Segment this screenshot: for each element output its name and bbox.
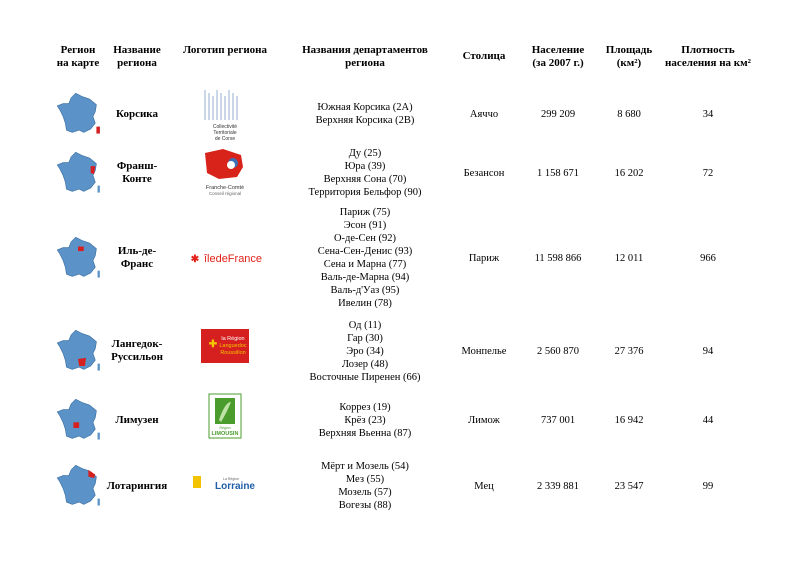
- department-item: Лозер (48): [341, 358, 389, 370]
- region-logo: [175, 392, 275, 448]
- svg-text:de Corse: de Corse: [214, 136, 236, 142]
- region-density: 94: [702, 345, 714, 357]
- france-map-icon: [55, 91, 101, 137]
- region-map-cell: [52, 142, 104, 204]
- svg-text:La Région: La Région: [223, 477, 239, 481]
- region-population: 11 598 866: [534, 252, 582, 264]
- region-population: 2 339 881: [537, 480, 579, 492]
- region-logo: [175, 145, 275, 201]
- region-name: Лангедок- Руссильон: [111, 338, 163, 363]
- table-row: [52, 312, 756, 390]
- region-logo: [175, 230, 275, 286]
- header-name: Название региона: [113, 44, 161, 69]
- france-map-icon: [55, 235, 101, 281]
- region-population: 2 560 870: [537, 345, 579, 357]
- region-area: 27 376: [614, 345, 644, 357]
- region-map-cell: [52, 312, 104, 390]
- svg-text:îledeFrance: îledeFrance: [203, 253, 263, 265]
- region-area: 23 547: [614, 480, 644, 492]
- region-capital: Безансон: [463, 167, 505, 179]
- region-area: 16 942: [614, 414, 644, 426]
- table-row: [52, 390, 756, 450]
- header-logo: Логотип региона: [183, 44, 267, 56]
- svg-text:Région: Région: [219, 426, 231, 430]
- region-capital: Париж: [468, 252, 500, 264]
- region-capital: Аяччо: [469, 108, 499, 120]
- region-density: 72: [702, 167, 714, 179]
- departments-list: [280, 142, 450, 204]
- header-capital: Столица: [462, 50, 506, 62]
- region-logo-cell: [170, 204, 280, 312]
- region-density: 44: [702, 414, 714, 426]
- header-map: Регион на карте: [56, 44, 100, 69]
- table-row: [52, 142, 756, 204]
- regions-table: [52, 44, 756, 522]
- region-area: 16 202: [614, 167, 644, 179]
- region-density: 99: [702, 480, 714, 492]
- department-item: Южная Корсика (2A): [317, 102, 413, 113]
- department-item: Юра (39): [344, 161, 386, 172]
- region-logo: [175, 458, 275, 514]
- region-map-cell: [52, 204, 104, 312]
- region-logo-cell: [170, 390, 280, 450]
- department-item: Од (11): [348, 319, 382, 331]
- region-capital: Лимож: [468, 414, 500, 426]
- department-item: Восточные Пиренен (66): [309, 371, 421, 383]
- departments-list: [280, 450, 450, 522]
- region-area: 8 680: [617, 108, 641, 120]
- table-row: [52, 86, 756, 142]
- region-map-cell: [52, 390, 104, 450]
- france-map-icon: [55, 463, 101, 509]
- department-item: Крёз (23): [344, 414, 386, 426]
- department-item: Верхняя Корсика (2B): [315, 115, 415, 126]
- department-item: Мез (55): [345, 474, 385, 485]
- department-item: Ду (25): [348, 148, 382, 159]
- svg-text:Franche-Comté: Franche-Comté: [205, 185, 245, 191]
- region-map-cell: [52, 86, 104, 142]
- header-departments: Названия департаментов региона: [302, 44, 428, 69]
- region-logo-cell: [170, 86, 280, 142]
- department-item: Сена-Сен-Денис (93): [317, 246, 413, 257]
- region-logo: [175, 86, 275, 142]
- department-item: Эро (34): [346, 345, 384, 357]
- svg-text:Conseil régional: Conseil régional: [208, 191, 242, 196]
- region-highlight: [78, 358, 86, 366]
- svg-text:Collectivité: Collectivité: [212, 124, 238, 130]
- departments-list: [280, 204, 450, 312]
- france-map-icon: [55, 150, 101, 196]
- region-highlight: [78, 247, 84, 252]
- departments-list: [280, 86, 450, 142]
- department-item: Гар (30): [347, 332, 383, 344]
- region-highlight: [96, 127, 99, 134]
- svg-text:la Région: la Région: [221, 336, 245, 342]
- region-population: 737 001: [540, 414, 576, 426]
- departments-list: [280, 312, 450, 390]
- region-capital: Монпелье: [461, 345, 507, 357]
- region-name: Лимузен: [115, 413, 159, 426]
- region-map-cell: [52, 450, 104, 522]
- svg-text:LIMOUSIN: LIMOUSIN: [211, 431, 239, 437]
- region-logo-cell: [170, 312, 280, 390]
- region-name: Франш- Конте: [116, 160, 158, 185]
- header-population: Население (за 2007 г.): [531, 44, 585, 69]
- region-capital: Мец: [474, 480, 494, 492]
- department-item: Мозель (57): [338, 487, 392, 498]
- region-name: Иль-де- Франс: [117, 245, 157, 270]
- region-density: 34: [702, 108, 714, 120]
- department-item: Эсон (91): [343, 220, 387, 231]
- department-item: Верхняя Сона (70): [323, 174, 407, 185]
- department-item: Париж (75): [339, 207, 391, 218]
- header-area: Площадь (км²): [605, 44, 653, 69]
- department-item: Сена и Марна (77): [323, 259, 407, 270]
- svg-text:Territoriale: Territoriale: [213, 130, 237, 136]
- svg-text:Roussillon: Roussillon: [220, 350, 246, 356]
- department-item: Коррез (19): [339, 401, 391, 413]
- department-item: О-де-Сен (92): [333, 233, 397, 244]
- header-density: Плотность населения на км²: [665, 44, 751, 69]
- header-row: [52, 44, 756, 86]
- department-item: Ивелин (78): [338, 298, 392, 309]
- region-density: 966: [700, 252, 716, 264]
- region-highlight: [91, 166, 96, 174]
- region-highlight: [88, 470, 95, 478]
- department-item: Территория Бельфор (90): [308, 187, 422, 198]
- region-area: 12 011: [614, 252, 644, 264]
- region-name: Корсика: [116, 107, 158, 120]
- department-item: Валь-де-Марна (94): [320, 272, 410, 283]
- region-name: Лотарингия: [106, 479, 168, 492]
- department-item: Мёрт и Мозель (54): [321, 461, 409, 472]
- table-row: [52, 450, 756, 522]
- svg-text:✚: ✚: [208, 339, 218, 350]
- table-row: [52, 204, 756, 312]
- department-item: Валь-д'Уаз (95): [330, 285, 400, 296]
- france-map-icon: [55, 328, 101, 374]
- region-population: 299 209: [540, 108, 576, 120]
- svg-text:✱: ✱: [190, 254, 200, 265]
- region-logo: [175, 323, 275, 379]
- svg-text:Lorraine: Lorraine: [214, 481, 256, 492]
- france-map-icon: [55, 397, 101, 443]
- region-logo-cell: [170, 142, 280, 204]
- svg-text:Languedoc: Languedoc: [219, 343, 247, 349]
- department-item: Верхняя Вьенна (87): [318, 427, 412, 439]
- department-item: Вогезы (88): [338, 500, 392, 511]
- departments-list: [280, 390, 450, 450]
- region-highlight: [73, 422, 79, 428]
- region-population: 1 158 671: [537, 167, 579, 179]
- region-logo-cell: [170, 450, 280, 522]
